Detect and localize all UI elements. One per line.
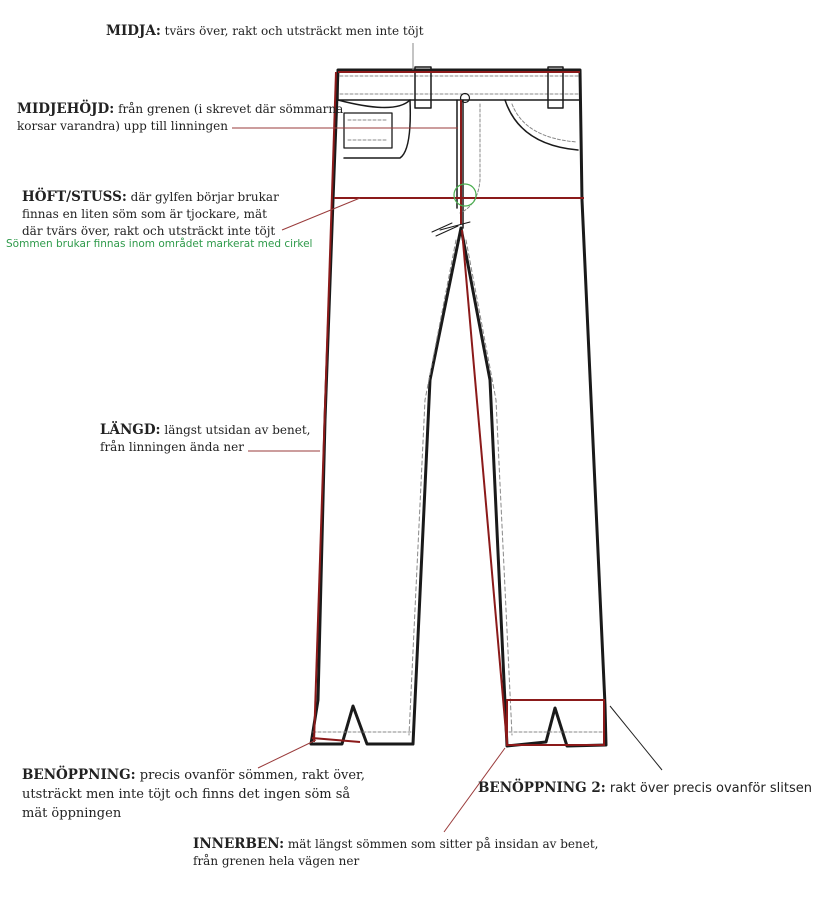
front-pocket-right-stitch (512, 104, 577, 142)
text-hoft-2: finnas en liten söm som är tjockare, mät (22, 207, 267, 221)
label-midja (106, 23, 424, 40)
jeans-illustration (311, 67, 606, 746)
term-langd: LÄNGD: (100, 422, 161, 438)
text-langd-1: längst utsidan av benet, (164, 423, 311, 437)
belt-loop-left (415, 67, 431, 108)
label-hoft (22, 189, 279, 240)
label-langd (100, 422, 310, 456)
note-hoft: Sömmen brukar finnas inom området markerat med cirkel (6, 238, 313, 250)
text-benoppning-1: precis ovanför sömmen, rakt över, (139, 768, 365, 783)
front-pocket-right (505, 100, 578, 150)
jeans-outline (311, 70, 606, 746)
waistband-stitch (340, 76, 578, 94)
coin-pocket-stitch (348, 120, 388, 140)
text-benoppning2: rakt över precis ovanför slitsen (609, 781, 812, 796)
term-benoppning: BENÖPPNING: (22, 767, 136, 783)
measurement-lines (312, 72, 604, 745)
belt-loop-right (548, 67, 563, 108)
term-midjehojd: MIDJEHÖJD: (17, 101, 115, 117)
waistband (338, 70, 580, 100)
text-benoppning-3: mät öppningen (22, 806, 122, 821)
term-benoppning2: BENÖPPNING 2: (478, 780, 606, 796)
text-hoft-1: där gylfen börjar brukar (130, 190, 279, 204)
text-hoft-3: där tvärs över, rakt och utsträckt inte töjt (22, 224, 276, 238)
leader-benoppning (258, 740, 316, 768)
leader-benoppning2 (610, 706, 662, 770)
text-innerben-1: mät längst sömmen som sitter på insidan av benet, (287, 837, 599, 851)
label-innerben (193, 836, 599, 870)
front-pocket-left (338, 100, 410, 108)
crotch-marks (432, 222, 470, 236)
length-line (314, 72, 336, 742)
inseam-right (466, 240, 512, 735)
text-midjehojd-2: korsar varandra) upp till linningen (17, 119, 228, 133)
label-benoppning2 (478, 780, 812, 797)
term-hoft: HÖFT/STUSS: (22, 189, 127, 205)
text-benoppning-2: utsträckt men inte töjt och finns det ingen söm så (22, 787, 351, 802)
inseam-line (462, 230, 507, 744)
text-langd-2: från linningen ända ner (100, 440, 244, 454)
leg-opening-line (312, 738, 360, 742)
text-innerben-2: från grenen hela vägen ner (193, 854, 360, 868)
label-benoppning (22, 766, 365, 823)
label-midjehojd (17, 101, 343, 135)
coin-pocket (344, 113, 392, 148)
leader-hoft (282, 198, 360, 230)
text-midjehojd-1: från grenen (i skrevet där sömmarna (118, 102, 344, 116)
term-midja: MIDJA: (106, 23, 161, 39)
text-midja: tvärs över, rakt och utsträckt men inte töjt (164, 24, 424, 38)
front-pocket-left-curve (344, 100, 410, 158)
term-innerben: INNERBEN: (193, 836, 285, 852)
